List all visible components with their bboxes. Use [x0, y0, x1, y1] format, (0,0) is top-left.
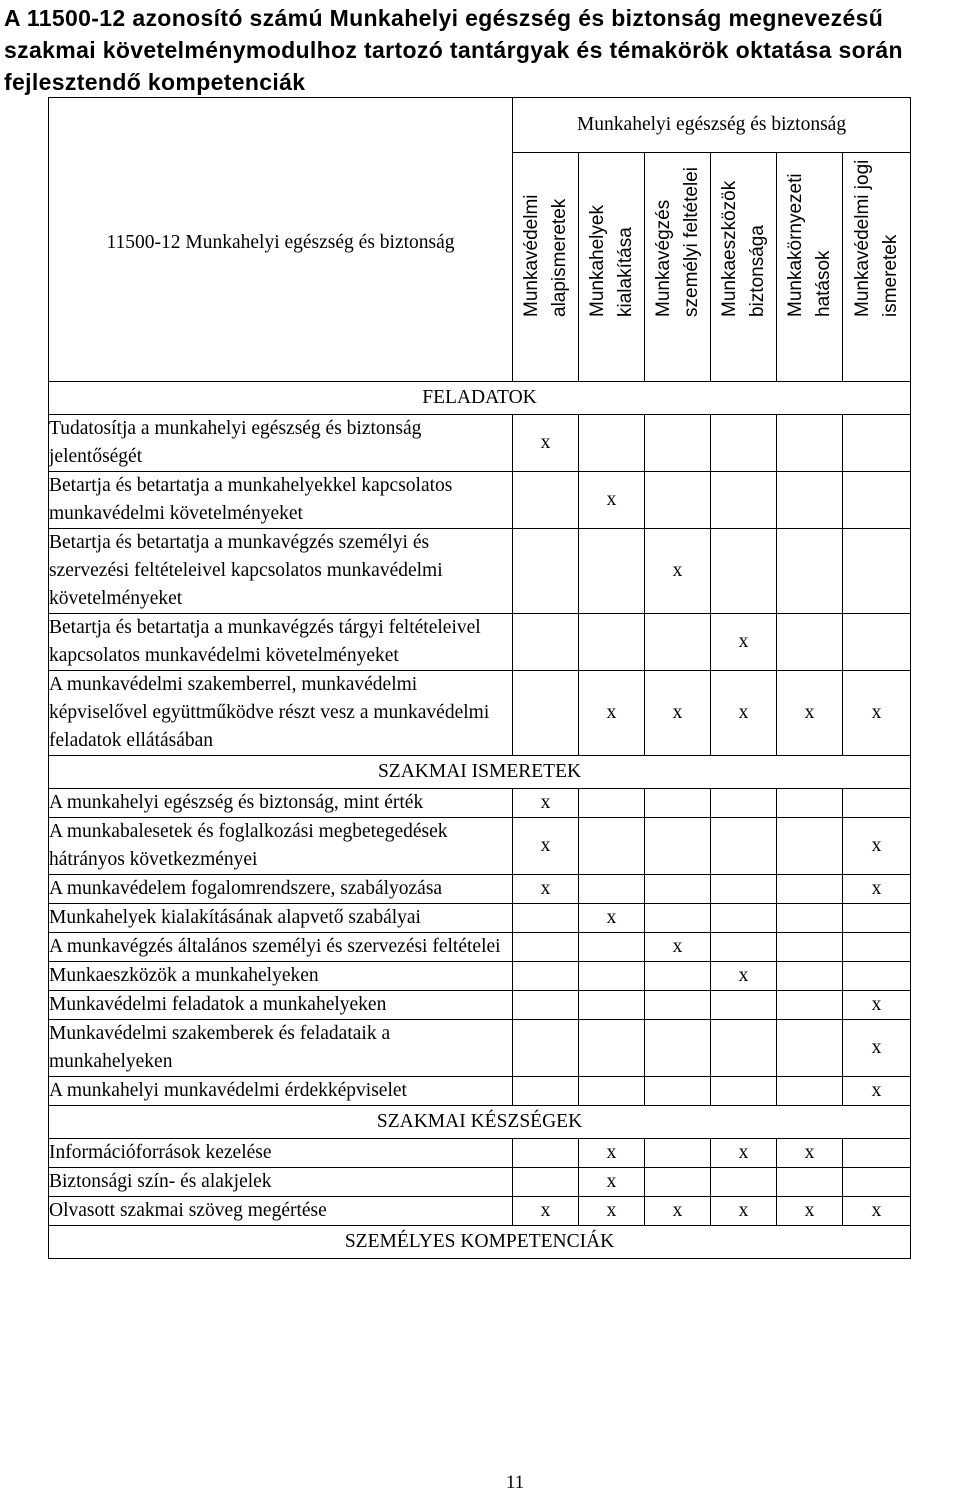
- mark-cell: [579, 789, 645, 818]
- column-header-line: kialakítása: [614, 227, 636, 317]
- mark-cell: [777, 529, 843, 614]
- table-row: [49, 671, 911, 756]
- mark-cell: [843, 472, 911, 529]
- table-row: [49, 1077, 911, 1106]
- module-label: 11500-12 Munkahelyi egészség és biztonság: [106, 231, 455, 253]
- mark-cell: [711, 991, 777, 1020]
- mark-cell: [711, 1020, 777, 1077]
- mark-cell: [579, 1077, 645, 1106]
- mark-cell: [777, 415, 843, 472]
- mark-cell: [513, 529, 579, 614]
- mark-cell: [645, 1020, 711, 1077]
- mark-cell: [711, 933, 777, 962]
- mark-cell: x: [513, 1197, 579, 1226]
- table-row: [49, 614, 911, 671]
- mark-cell: [711, 529, 777, 614]
- table-row: [49, 1139, 911, 1168]
- page-number: 11: [505, 1472, 525, 1493]
- column-header-text: [716, 181, 772, 317]
- mark-cell: [579, 415, 645, 472]
- mark-cell: x: [645, 671, 711, 756]
- mark-cell: [777, 1020, 843, 1077]
- column-header-line: hatások: [812, 250, 834, 317]
- mark-cell: [579, 614, 645, 671]
- mark-cell: [711, 789, 777, 818]
- column-header-line: személyi feltételei: [680, 167, 702, 317]
- table-row: [49, 933, 911, 962]
- row-label: Betartja és betartatja a munkahelyekkel kapcsolatos munkavédelmi követelményeket: [49, 472, 513, 529]
- column-header-text: [584, 205, 640, 317]
- mark-cell: [579, 962, 645, 991]
- mark-cell: x: [711, 962, 777, 991]
- column-header: [843, 153, 911, 382]
- mark-cell: [843, 962, 911, 991]
- mark-cell: x: [645, 933, 711, 962]
- mark-cell: [645, 789, 711, 818]
- mark-cell: [513, 671, 579, 756]
- mark-cell: [513, 1020, 579, 1077]
- mark-cell: [513, 1168, 579, 1197]
- column-header-line: alapismeretek: [548, 198, 570, 317]
- mark-cell: [843, 1168, 911, 1197]
- column-header: [777, 153, 843, 382]
- mark-cell: [579, 875, 645, 904]
- column-header-line: Munkavédelmi: [520, 194, 542, 317]
- table-row: [49, 1197, 911, 1226]
- mark-cell: [645, 1077, 711, 1106]
- table-row: [49, 962, 911, 991]
- column-header-text: [650, 167, 706, 317]
- mark-cell: [777, 614, 843, 671]
- mark-cell: [645, 962, 711, 991]
- table-row: [49, 1168, 911, 1197]
- mark-cell: x: [513, 415, 579, 472]
- row-label: Információforrások kezelése: [49, 1139, 513, 1168]
- mark-cell: [579, 933, 645, 962]
- row-label: Betartja és betartatja a munkavégzés személyi és szervezési feltételeivel kapcsolatos munkavédelmi követelményeket: [49, 529, 513, 614]
- mark-cell: [645, 818, 711, 875]
- row-label: Munkaeszközök a munkahelyeken: [49, 962, 513, 991]
- mark-cell: x: [513, 818, 579, 875]
- column-header: [711, 153, 777, 382]
- mark-cell: x: [711, 1197, 777, 1226]
- row-label: Munkahelyek kialakításának alapvető szabályai: [49, 904, 513, 933]
- row-label: Munkavédelmi szakemberek és feladataik a munkahelyeken: [49, 1020, 513, 1077]
- mark-cell: [777, 933, 843, 962]
- row-label: Tudatosítja a munkahelyi egészség és biztonság jelentőségét: [49, 415, 513, 472]
- row-label: A munkabalesetek és foglalkozási megbetegedések hátrányos következményei: [49, 818, 513, 875]
- mark-cell: [513, 991, 579, 1020]
- mark-cell: x: [645, 1197, 711, 1226]
- section-row: [49, 382, 911, 415]
- mark-cell: [513, 962, 579, 991]
- section-row: [49, 1106, 911, 1139]
- mark-cell: x: [777, 671, 843, 756]
- mark-cell: [843, 789, 911, 818]
- mark-cell: [645, 904, 711, 933]
- mark-cell: x: [711, 1139, 777, 1168]
- mark-cell: [645, 1168, 711, 1197]
- row-label: Biztonsági szín- és alakjelek: [49, 1168, 513, 1197]
- table-row: [49, 789, 911, 818]
- mark-cell: x: [777, 1197, 843, 1226]
- column-header-text: [518, 195, 574, 318]
- mark-cell: [843, 614, 911, 671]
- column-header-line: ismeretek: [879, 234, 901, 317]
- column-header: [645, 153, 711, 382]
- mark-cell: x: [711, 614, 777, 671]
- mark-cell: [843, 904, 911, 933]
- mark-cell: [711, 818, 777, 875]
- column-header: [579, 153, 645, 382]
- column-header-line: Munkavédelmi jogi: [851, 159, 873, 317]
- section-title: SZAKMAI KÉSZSÉGEK: [49, 1106, 911, 1139]
- row-label: Munkavédelmi feladatok a munkahelyeken: [49, 991, 513, 1020]
- mark-cell: [843, 1139, 911, 1168]
- mark-cell: x: [579, 671, 645, 756]
- mark-cell: [711, 875, 777, 904]
- row-label: A munkahelyi munkavédelmi érdekképviselet: [49, 1077, 513, 1106]
- mark-cell: x: [711, 671, 777, 756]
- section-row: [49, 1226, 911, 1259]
- table-row: [49, 1020, 911, 1077]
- mark-cell: [513, 614, 579, 671]
- mark-cell: [645, 1139, 711, 1168]
- column-header-line: Munkakörnyezeti: [784, 173, 806, 317]
- mark-cell: [777, 1077, 843, 1106]
- header-row-group: [49, 98, 911, 153]
- corner-cell: [49, 98, 513, 382]
- mark-cell: [711, 472, 777, 529]
- column-header-line: Munkavégzés: [652, 199, 674, 317]
- mark-cell: [645, 875, 711, 904]
- table-row: [49, 529, 911, 614]
- column-header-line: biztonsága: [746, 225, 768, 317]
- mark-cell: x: [513, 789, 579, 818]
- mark-cell: [711, 904, 777, 933]
- table-row: [49, 472, 911, 529]
- table-row: [49, 415, 911, 472]
- mark-cell: x: [579, 1168, 645, 1197]
- mark-cell: x: [579, 472, 645, 529]
- mark-cell: [645, 415, 711, 472]
- mark-cell: x: [843, 875, 911, 904]
- column-header-text: [782, 173, 838, 317]
- table-row: [49, 991, 911, 1020]
- mark-cell: [777, 818, 843, 875]
- section-title: SZAKMAI ISMERETEK: [49, 756, 911, 789]
- mark-cell: x: [579, 904, 645, 933]
- mark-cell: [843, 933, 911, 962]
- table-row: [49, 875, 911, 904]
- mark-cell: [711, 1168, 777, 1197]
- mark-cell: [579, 1020, 645, 1077]
- mark-cell: [513, 904, 579, 933]
- mark-cell: x: [843, 1077, 911, 1106]
- mark-cell: [513, 472, 579, 529]
- mark-cell: x: [843, 818, 911, 875]
- mark-cell: x: [579, 1197, 645, 1226]
- section-title: SZEMÉLYES KOMPETENCIÁK: [49, 1226, 911, 1259]
- mark-cell: [579, 818, 645, 875]
- mark-cell: [645, 472, 711, 529]
- mark-cell: [777, 875, 843, 904]
- table-row: [49, 904, 911, 933]
- mark-cell: [711, 415, 777, 472]
- mark-cell: [513, 933, 579, 962]
- mark-cell: [843, 529, 911, 614]
- competency-matrix: [48, 97, 911, 1259]
- column-header-text: [849, 160, 905, 317]
- row-label: A munkavédelem fogalomrendszere, szabályozása: [49, 875, 513, 904]
- row-label: Olvasott szakmai szöveg megértése: [49, 1197, 513, 1226]
- mark-cell: x: [843, 991, 911, 1020]
- table-row: [49, 818, 911, 875]
- mark-cell: [711, 1077, 777, 1106]
- section-row: [49, 756, 911, 789]
- column-header: [513, 153, 579, 382]
- mark-cell: [777, 904, 843, 933]
- mark-cell: [579, 991, 645, 1020]
- mark-cell: [777, 472, 843, 529]
- mark-cell: [645, 614, 711, 671]
- mark-cell: [777, 1168, 843, 1197]
- row-label: A munkavégzés általános személyi és szervezési feltételei: [49, 933, 513, 962]
- mark-cell: x: [579, 1139, 645, 1168]
- column-header-line: Munkaeszközök: [718, 180, 740, 317]
- mark-cell: x: [513, 875, 579, 904]
- mark-cell: [777, 789, 843, 818]
- mark-cell: x: [777, 1139, 843, 1168]
- mark-cell: x: [645, 529, 711, 614]
- row-label: A munkahelyi egészség és biztonság, mint érték: [49, 789, 513, 818]
- mark-cell: x: [843, 671, 911, 756]
- mark-cell: [513, 1139, 579, 1168]
- mark-cell: [513, 1077, 579, 1106]
- section-title: FELADATOK: [49, 382, 911, 415]
- row-label: A munkavédelmi szakemberrel, munkavédelmi képviselővel együttműködve részt vesz a munkavédelmi feladatok ellátásában: [49, 671, 513, 756]
- mark-cell: x: [843, 1197, 911, 1226]
- mark-cell: [843, 415, 911, 472]
- document-title: A 11500-12 azonosító számú Munkahelyi egészség és biztonság megnevezésű szakmai követelménymodulhoz tartozó tantárgyak és témakörök oktatása során fejlesztendő kompetenciák: [4, 5, 903, 95]
- column-header-line: Munkahelyek: [586, 205, 608, 317]
- group-header: Munkahelyi egészség és biztonság: [513, 98, 911, 153]
- row-label: Betartja és betartatja a munkavégzés tárgyi feltételeivel kapcsolatos munkavédelmi követelményeket: [49, 614, 513, 671]
- mark-cell: x: [843, 1020, 911, 1077]
- mark-cell: [777, 991, 843, 1020]
- mark-cell: [645, 991, 711, 1020]
- mark-cell: [777, 962, 843, 991]
- mark-cell: [579, 529, 645, 614]
